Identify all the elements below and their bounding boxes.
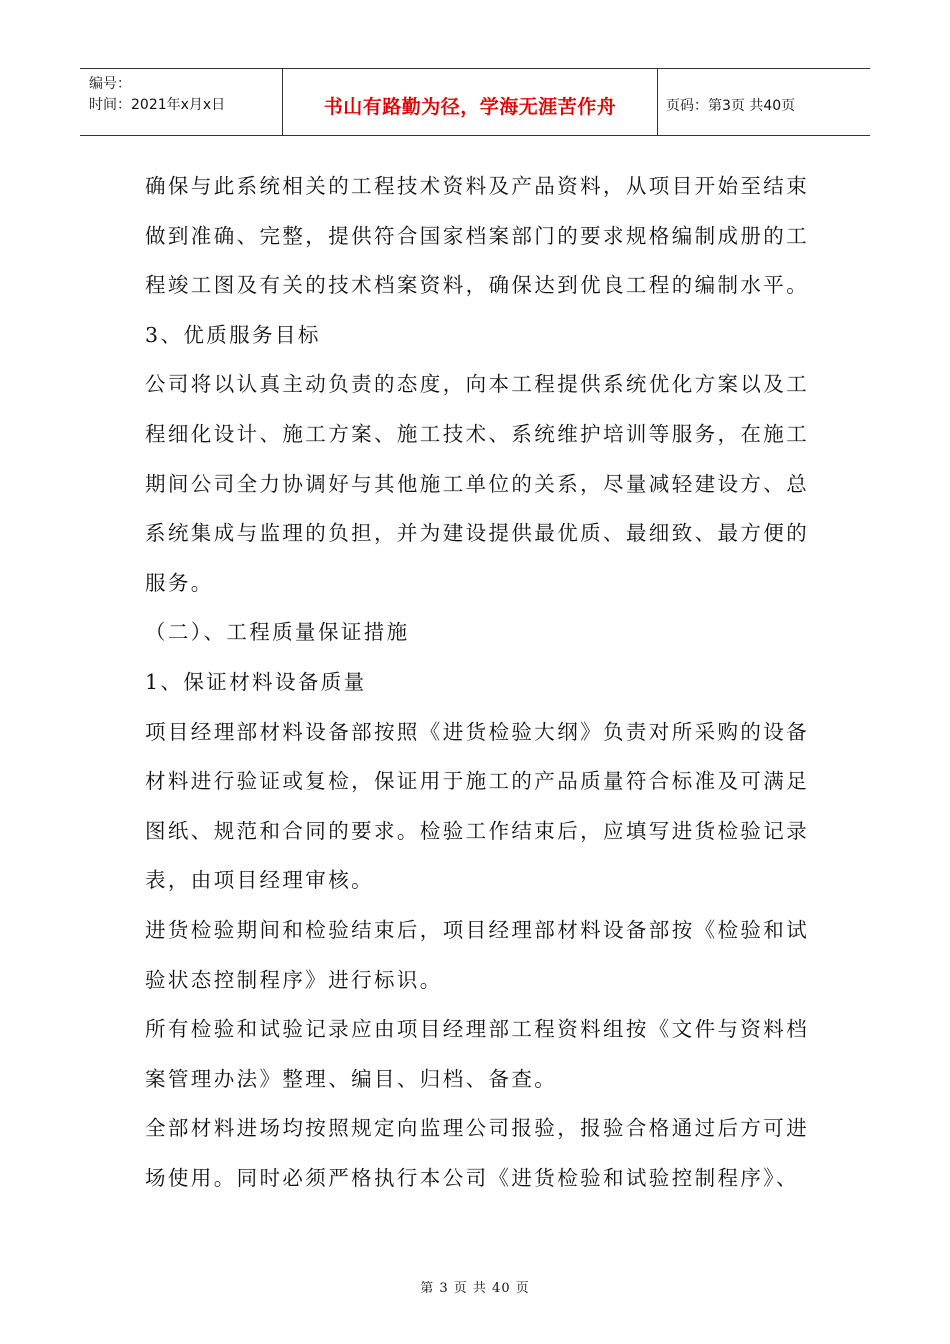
paragraph-inspection-marking: 进货检验期间和检验结束后，项目经理部材料设备部按《检验和试验状态控制程序》进行标识。 [145,917,810,992]
page-header [80,68,870,136]
heading-material-quality: 1、保证材料设备质量 [145,669,367,694]
header-motto-cell [283,69,658,135]
paragraph-site-entry: 全部材料进场均按照规定向监理公司报验，报验合格通过后方可进场使用。同时必须严格执行本公司《进货检验和试验控制程序》、 [145,1116,810,1190]
page-footer: 第 3 页 共 40 页 [420,1281,530,1296]
paragraph-records-archiving: 所有检验和试验记录应由项目经理部工程资料组按《文件与资料档案管理办法》整理、编目、归档、备查。 [145,1017,810,1091]
paragraph-material-inspection: 项目经理部材料设备部按照《进货检验大纲》负责对所采购的设备材料进行验证或复检，保证用于施工的产品质量符合标准及可满足图纸、规范和合同的要求。检验工作结束后，应填写进货检验记录表，由项目经理审核。 [145,719,810,893]
heading-service-goal: 3、优质服务目标 [145,322,321,347]
document-date-label: 时间：2021年x月x日 [89,97,226,113]
header-motto: 书山有路勤为径，学海无涯苦作舟 [323,96,617,118]
paragraph-engineering-docs: 确保与此系统相关的工程技术资料及产品资料，从项目开始至结束做到准确、完整，提供符合国家档案部门的要求规格编制成册的工程竣工图及有关的技术档案资料，确保达到优良工程的编制水平。 [145,174,810,298]
paragraph-service: 公司将以认真主动负责的态度，向本工程提供系统优化方案以及工程细化设计、施工方案、施工技术、系统维护培训等服务，在施工期间公司全力协调好与其他施工单位的关系，尽量减轻建设方、总系统集成与监理的负担，并为建设提供最优质、最细致、最方便的服务。 [145,372,810,595]
header-meta-cell [80,69,283,135]
header-page-cell [658,69,870,135]
heading-quality-measures: （二）、工程质量保证措施 [145,620,410,645]
header-page-info: 页码：第3页 共40页 [666,98,796,114]
document-body [145,162,815,1203]
document-number-label: 编号： [89,76,131,92]
